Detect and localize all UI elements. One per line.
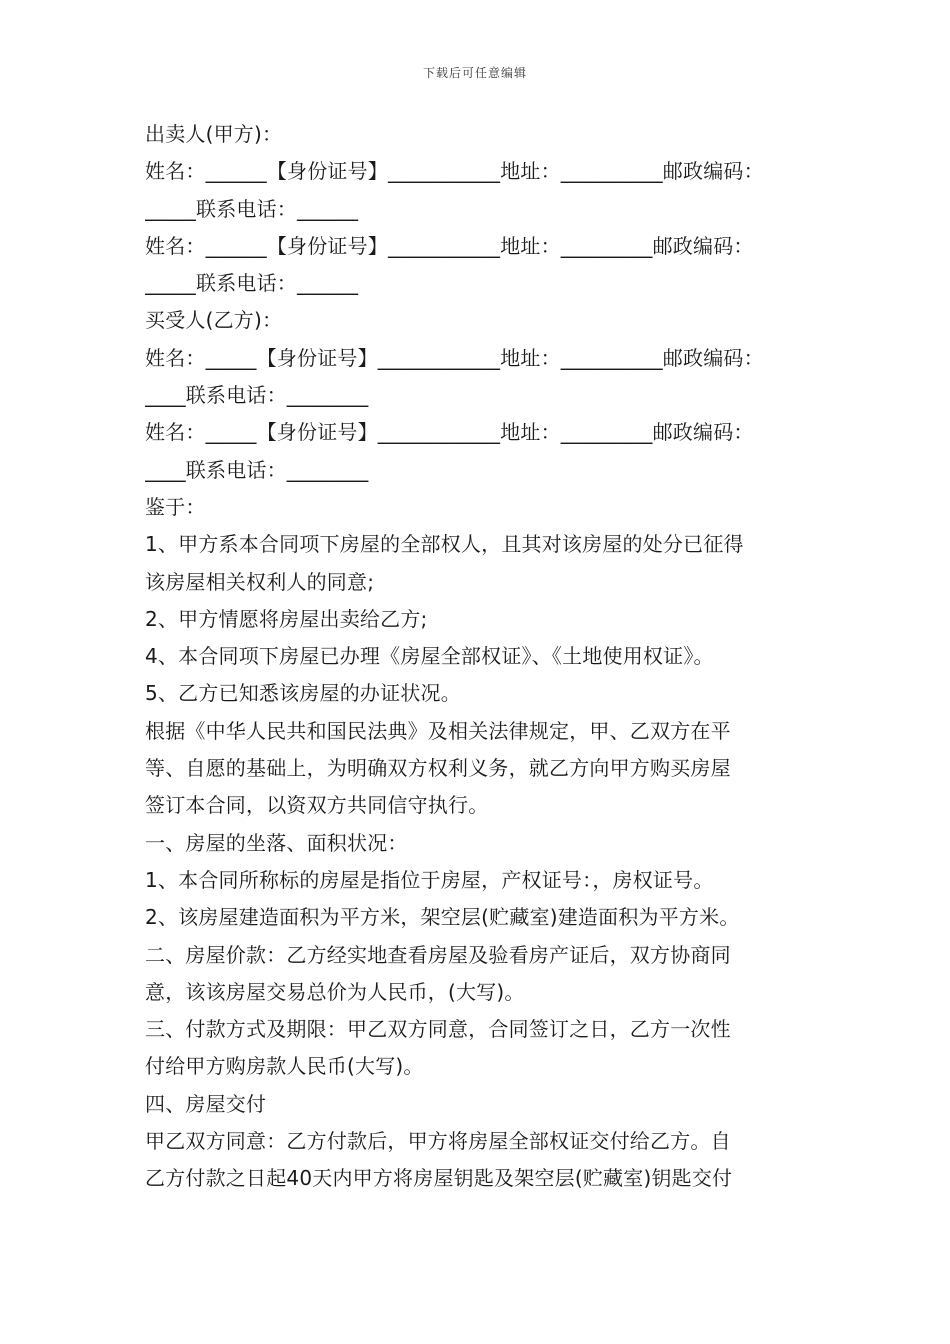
section-1-heading: 一、房屋的坐落、面积状况： — [145, 830, 408, 855]
section-4-heading: 四、房屋交付 — [145, 1091, 267, 1116]
whereas-heading: 鉴于： — [145, 494, 206, 519]
whereas-item-4: 4、本合同项下房屋已办理《房屋全部权证》、《土地使用权证》。 — [145, 644, 714, 669]
document-body — [145, 116, 820, 1198]
preamble-line-2: 等、自愿的基础上，为明确双方权利义务，就乙方向甲方购买房屋 — [145, 756, 731, 781]
whereas-item-2: 2、甲方情愿将房屋出卖给乙方; — [145, 606, 428, 631]
buyer-heading: 买受人(乙方)： — [145, 308, 283, 333]
section-2-line-1: 二、房屋价款：乙方经实地查看房屋及验看房产证后，双方协商同 — [145, 942, 731, 967]
seller-1-phone-line: _____联系电话：______ — [145, 196, 359, 221]
section-3-line-1: 三、付款方式及期限：甲乙双方同意，合同签订之日，乙方一次性 — [145, 1017, 731, 1042]
whereas-item-5: 5、乙方已知悉该房屋的办证状况。 — [145, 681, 461, 706]
seller-2-phone-line: _____联系电话：______ — [145, 271, 359, 296]
section-3-line-2: 付给甲方购房款人民币(大写)。 — [145, 1054, 424, 1079]
preamble-line-3: 签订本合同，以资双方共同信守执行。 — [145, 793, 489, 818]
buyer-2-info-line: 姓名：_____【身份证号】____________地址：_________邮政编码： — [145, 420, 754, 445]
section-1-item-2: 2、该房屋建造面积为平方米，架空层(贮藏室)建造面积为平方米。 — [145, 905, 740, 930]
section-4-line-2: 乙方付款之日起40天内甲方将房屋钥匙及架空层(贮藏室)钥匙交付 — [145, 1166, 733, 1191]
buyer-1-info-line: 姓名：_____【身份证号】____________地址：__________邮政编码： — [145, 345, 764, 370]
whereas-item-1: 1、甲方系本合同项下房屋的全部权人，且其对该房屋的处分已征得 — [145, 532, 744, 557]
seller-heading: 出卖人(甲方)： — [145, 122, 283, 146]
section-4-line-1: 甲乙双方同意：乙方付款后，甲方将房屋全部权证交付给乙方。自 — [145, 1129, 731, 1154]
section-1-item-1: 1、本合同所称标的房屋是指位于房屋，产权证号：，房权证号。 — [145, 867, 714, 892]
header-note: 下载后可任意编辑 — [422, 66, 527, 80]
section-2-line-2: 意，该该房屋交易总价为人民币，(大写)。 — [145, 979, 525, 1004]
seller-1-info-line: 姓名：______【身份证号】___________地址：__________邮政编码： — [145, 159, 764, 184]
seller-2-info-line: 姓名：______【身份证号】___________地址：_________邮政编码： — [145, 233, 754, 258]
buyer-1-phone-line: ____联系电话：________ — [145, 383, 369, 408]
buyer-2-phone-line: ____联系电话：________ — [145, 457, 369, 482]
preamble-line-1: 根据《中华人民共和国民法典》及相关法律规定，甲、乙双方在平 — [145, 718, 731, 743]
whereas-item-1-cont: 该房屋相关权利人的同意; — [145, 569, 375, 594]
